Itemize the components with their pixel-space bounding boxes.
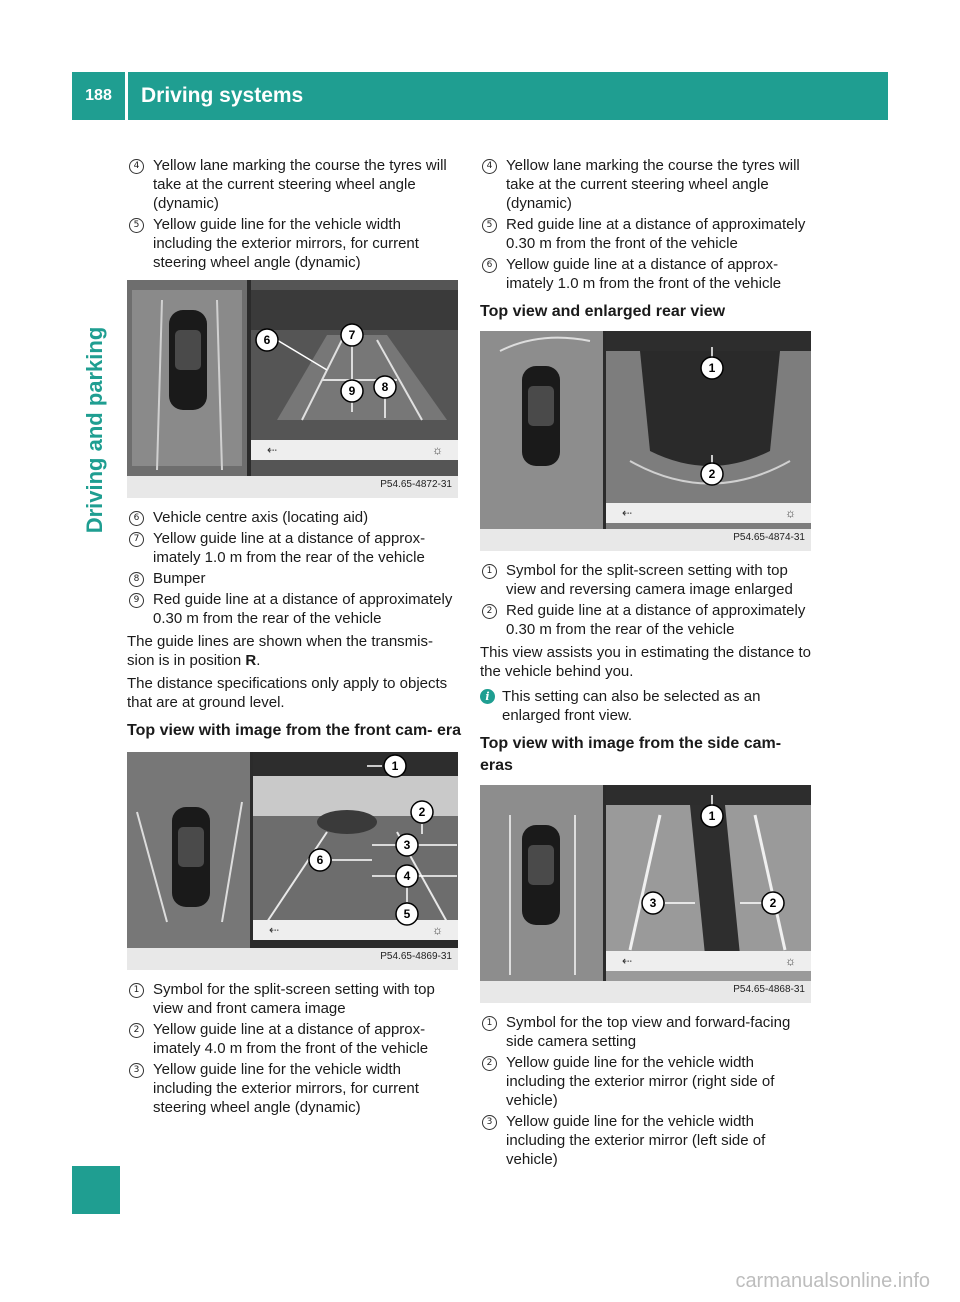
list-item-text: Symbol for the split-screen setting with top view and front camera image: [153, 981, 435, 1017]
list-item-text: Red guide line at a distance of approximately 0.30 m from the rear of the vehicle: [506, 602, 806, 638]
figure4-callout: 1: [708, 809, 716, 823]
list-item: [127, 1020, 461, 1058]
figure1-callout: 7: [348, 328, 356, 342]
figure-rear-camera: [127, 280, 458, 498]
svg-text:⇠: ⇠: [267, 443, 278, 457]
paragraph: The distance specifications only apply to objects that are at ground level.: [127, 675, 448, 711]
subheading: Top view and enlarged rear view: [480, 303, 726, 320]
list-item: [127, 980, 461, 1018]
info-icon: i: [480, 689, 495, 704]
list-item-text: Yellow guide line at a distance of approx- imately 4.0 m from the front of the vehicle: [153, 1021, 429, 1057]
callout-number: 6: [482, 258, 497, 273]
list-item: [480, 215, 814, 253]
info-text: This setting can also be selected as an enlarged front view.: [502, 688, 761, 724]
chapter-tab-block: [72, 1166, 120, 1214]
list-item: [480, 255, 814, 293]
list-item: [127, 529, 461, 567]
callout-number: 7: [129, 532, 144, 547]
paragraph-text: The guide lines are shown when the transmis- sion is in position: [127, 633, 433, 669]
callout-number: 4: [482, 159, 497, 174]
section-title: Driving systems: [141, 84, 304, 107]
list-item-text: Bumper: [153, 570, 206, 587]
figure2-callout: 4: [403, 869, 411, 883]
svg-text:☼: ☼: [432, 443, 443, 457]
svg-text:☼: ☼: [432, 923, 443, 937]
svg-text:☼: ☼: [785, 506, 796, 520]
figure-front-camera: [127, 752, 458, 970]
figure3-callout: 1: [708, 361, 716, 375]
watermark: carmanualsonline.info: [735, 1270, 930, 1292]
list-item-text: Yellow guide line at a distance of approx- imately 1.0 m from the front of the vehicle: [506, 256, 782, 292]
list-item: [127, 1060, 461, 1117]
svg-text:⇠: ⇠: [622, 506, 633, 520]
figure4-callout: 3: [649, 896, 657, 910]
callout-number: 1: [482, 1016, 497, 1031]
callout-number: 9: [129, 593, 144, 608]
list-item-text: Yellow lane marking the course the tyres will take at the current steering wheel angle (dynamic): [153, 157, 447, 212]
list-item-text: Yellow guide line for the vehicle width including the exterior mirrors, for current steering wheel angle (dynamic): [153, 1061, 419, 1116]
list-item-text: Symbol for the split-screen setting with top view and reversing camera image enlarged: [506, 562, 793, 598]
callout-number: 5: [482, 218, 497, 233]
svg-text:⇠: ⇠: [269, 923, 280, 937]
list-item: [480, 1112, 814, 1169]
figure-caption: P54.65-4872-31: [380, 479, 452, 490]
list-item-text: Yellow guide line for the vehicle width including the exterior mirror (left side of vehicle): [506, 1113, 766, 1168]
callout-number: 4: [129, 159, 144, 174]
list-item: [127, 508, 461, 527]
callout-number: 1: [129, 983, 144, 998]
list-item: [480, 1053, 814, 1110]
list-item: [480, 601, 814, 639]
callout-number: 3: [482, 1115, 497, 1130]
list-item-text: Vehicle centre axis (locating aid): [153, 509, 369, 526]
list-item-text: Yellow guide line at a distance of approx- imately 1.0 m from the rear of the vehicle: [153, 530, 426, 566]
svg-text:⇠: ⇠: [622, 954, 633, 968]
list-item-text: Red guide line at a distance of approximately 0.30 m from the rear of the vehicle: [153, 591, 453, 627]
figure2-callout: 6: [316, 853, 324, 867]
list-item-text: Red guide line at a distance of approximately 0.30 m from the front of the vehicle: [506, 216, 806, 252]
callout-number: 2: [482, 604, 497, 619]
subheading: Top view with image from the side cam- eras: [480, 735, 782, 774]
figure3-callout: 2: [708, 467, 716, 481]
figure2-callout: 5: [403, 907, 411, 921]
list-item: [127, 215, 461, 272]
callout-number: 1: [482, 564, 497, 579]
list-item: [480, 156, 814, 213]
left-column: [127, 156, 461, 1119]
figure1-callout: 8: [381, 380, 389, 394]
paragraph: This view assists you in estimating the distance to the vehicle behind you.: [480, 644, 811, 680]
info-note: [480, 687, 814, 725]
callout-number: 2: [129, 1023, 144, 1038]
list-item: [480, 1013, 814, 1051]
list-item: [127, 569, 461, 588]
page-number: 188: [85, 87, 112, 104]
header-divider: [125, 72, 128, 120]
figure2-callout: 1: [391, 759, 399, 773]
paragraph-text: .: [256, 652, 261, 669]
figure2-callout: 2: [418, 805, 426, 819]
paragraph: [127, 632, 461, 670]
figure-caption: P54.65-4868-31: [733, 984, 805, 995]
list-item-text: Yellow lane marking the course the tyres will take at the current steering wheel angle (dynamic): [506, 157, 800, 212]
list-item-text: Yellow guide line for the vehicle width including the exterior mirror (right side of vehicle): [506, 1054, 775, 1109]
svg-text:☼: ☼: [785, 954, 796, 968]
figure1-callout: 9: [348, 384, 356, 398]
chapter-tab-label: Driving and parking: [82, 326, 107, 534]
figure2-callout: 3: [403, 838, 411, 852]
figure-caption: P54.65-4874-31: [733, 532, 805, 543]
list-item-text: Symbol for the top view and forward-facing side camera setting: [506, 1014, 791, 1050]
list-item-text: Yellow guide line for the vehicle width including the exterior mirrors, for current steering wheel angle (dynamic): [153, 216, 419, 271]
subheading: Top view with image from the front cam- era: [127, 722, 461, 739]
figure1-callout: 6: [263, 333, 271, 347]
list-item: [127, 590, 461, 628]
callout-number: 8: [129, 572, 144, 587]
figure-enlarged-rear: [480, 331, 811, 551]
gear-position: R: [245, 652, 257, 669]
callout-number: 2: [482, 1056, 497, 1071]
figure4-callout: 2: [769, 896, 777, 910]
callout-number: 6: [129, 511, 144, 526]
figure-side-cameras: [480, 785, 811, 1003]
figure-caption: P54.65-4869-31: [380, 951, 452, 962]
right-column: [480, 156, 814, 1171]
list-item: [127, 156, 461, 213]
callout-number: 5: [129, 218, 144, 233]
list-item: [480, 561, 814, 599]
callout-number: 3: [129, 1063, 144, 1078]
